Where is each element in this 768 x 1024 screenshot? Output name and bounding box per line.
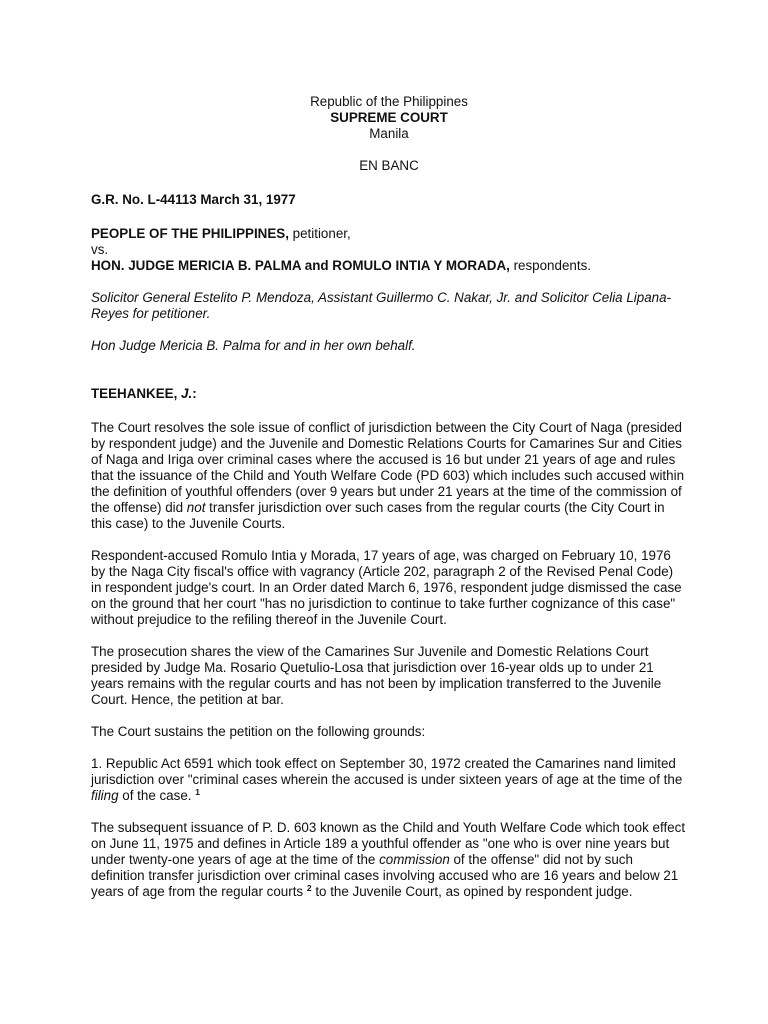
footnote-ref-1[interactable]: 1: [195, 787, 200, 797]
paragraph-5-emphasis: filing: [91, 788, 119, 803]
paragraph-6-text-b: of the offense" did not by such definition transfer jurisdiction over criminal cases involving accused who are 16 years and below 21 years of age from the regular courts: [91, 852, 679, 899]
paragraph-5: [91, 756, 687, 804]
respondent-line: [91, 258, 687, 274]
paragraph-6-emphasis: commission: [379, 852, 450, 867]
paragraph-1: [91, 420, 687, 532]
paragraph-5-text-a: 1. Republic Act 6591 which took effect on September 30, 1972 created the Camarines nand limited jurisdiction over "criminal cases wherein the accused is under sixteen years of age at the time of the: [91, 756, 683, 787]
court-name: SUPREME COURT: [330, 110, 448, 125]
paragraph-1-text-a: The Court resolves the sole issue of conflict of jurisdiction between the City Court of Naga (presided by respondent judge) and the Juvenile and Domestic Relations Courts for Camarines Sur and Cities of Naga and Iriga over criminal cases where the accused is 16 but under 21 years of age and rules that the issuance of the Child and Youth Welfare Code (PD 603) which includes such accused within the definition of youthful offenders (over 9 years but under 21 years at the time of the commission of the offense) did: [91, 420, 685, 515]
respondent-name: HON. JUDGE MERICIA B. PALMA and ROMULO INTIA Y MORADA,: [91, 258, 510, 273]
document-content: [91, 94, 687, 900]
case-number: G.R. No. L-44113 March 31, 1977: [91, 192, 296, 207]
versus-label: vs.: [91, 242, 109, 257]
paragraph-4: The Court sustains the petition on the following grounds:: [91, 724, 426, 739]
court-header: [91, 94, 687, 174]
petitioner-role: petitioner,: [288, 226, 351, 241]
division-label: EN BANC: [359, 158, 419, 173]
paragraph-6-text-a: The subsequent issuance of P. D. 603 known as the Child and Youth Welfare Code which took effect on June 11, 1975 and defines in Article 189 a youthful offender as "one who is over nine years but under twenty-one years of age at the time of the: [91, 820, 686, 867]
respondent-role: respondents.: [509, 258, 591, 273]
petitioner-line: [91, 226, 687, 242]
counsel-petitioner: Solicitor General Estelito P. Mendoza, Assistant Guillermo C. Nakar, Jr. and Solicitor Celia Lipana-Reyes for petitioner.: [91, 290, 672, 321]
paragraph-2: Respondent-accused Romulo Intia y Morada, 17 years of age, was charged on February 10, 1976 by the Naga City fiscal's office with vagrancy (Article 202, paragraph 2 of the Revised Penal Code) in respondent judge's court. In an Order dated March 6, 1976, respondent judge dismissed the case on the ground that her court "has no jurisdiction to continue to take further cognizance of this case" without prejudice to the refiling thereof in the Juvenile Court.: [91, 548, 682, 627]
petitioner-name: PEOPLE OF THE PHILIPPINES,: [91, 226, 289, 241]
paragraph-3: The prosecution shares the view of the Camarines Sur Juvenile and Domestic Relations Court presided by Judge Ma. Rosario Quetulio-Losa that jurisdiction over 16-year olds up to under 21 years remains with the regular courts and has not been by implication transferred to the Juvenile Court. Hence, the petition at bar.: [91, 644, 662, 707]
court-city: Manila: [369, 126, 409, 141]
paragraph-1-emphasis: not: [186, 500, 206, 515]
ponente-title: J.: [181, 386, 193, 401]
paragraph-6-text-c: to the Juvenile Court, as opined by respondent judge.: [311, 884, 633, 899]
case-parties: [91, 226, 687, 274]
paragraph-6: [91, 820, 687, 900]
republic-line: Republic of the Philippines: [310, 94, 468, 109]
counsel-respondent: Hon Judge Mericia B. Palma for and in her own behalf.: [91, 338, 416, 353]
ponente-name: TEEHANKEE,: [91, 386, 182, 401]
paragraph-5-text-b: of the case.: [118, 788, 192, 803]
ponente-suffix: :: [192, 386, 197, 401]
paragraph-1-text-b: transfer jurisdiction over such cases from the regular courts (the City Court in this case) to the Juvenile Courts.: [91, 500, 665, 531]
ponente: [91, 386, 687, 402]
footnote-ref-2[interactable]: 2: [306, 883, 312, 893]
